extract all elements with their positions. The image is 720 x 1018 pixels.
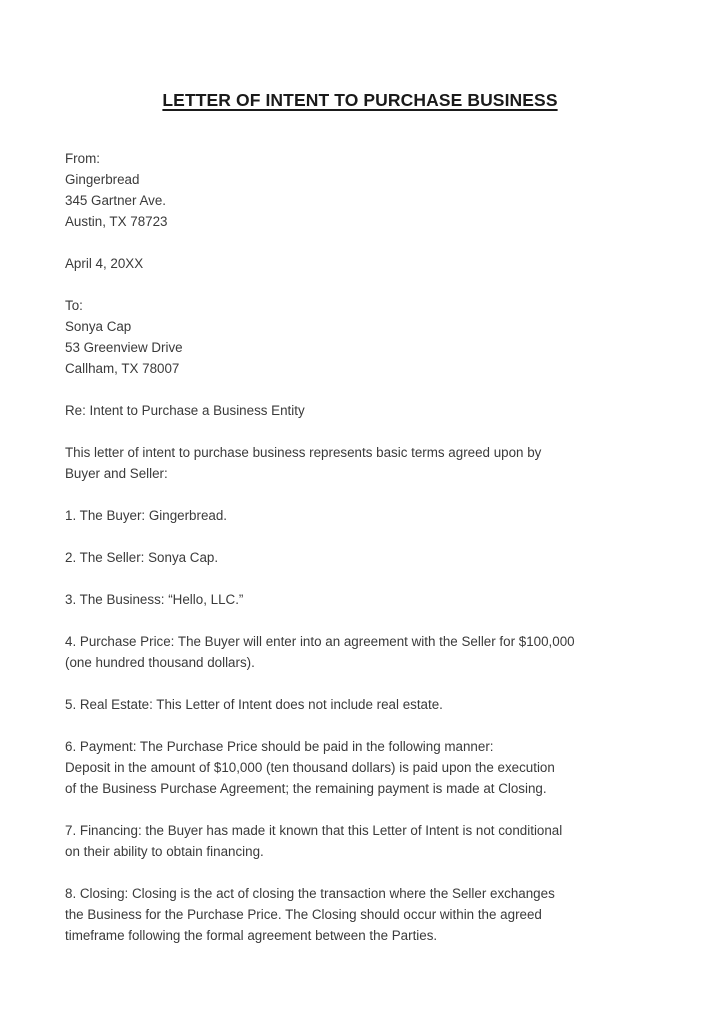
term-line: 3. The Business: “Hello, LLC.” — [65, 592, 244, 607]
from-name: Gingerbread — [65, 172, 140, 187]
from-street: 345 Gartner Ave. — [65, 193, 166, 208]
re-line: Re: Intent to Purchase a Business Entity — [65, 403, 305, 418]
term-line: 8. Closing: Closing is the act of closing the transaction where the Seller exchanges — [65, 886, 555, 901]
from-label: From: — [65, 151, 100, 166]
from-block — [65, 148, 665, 232]
to-street: 53 Greenview Drive — [65, 340, 183, 355]
term-line: 2. The Seller: Sonya Cap. — [65, 550, 219, 565]
term-line: 5. Real Estate: This Letter of Intent does not include real estate. — [65, 697, 443, 712]
term-line: the Business for the Purchase Price. The Closing should occur within the agreed — [65, 907, 542, 922]
term-line: on their ability to obtain financing. — [65, 844, 264, 859]
term-item-3 — [65, 589, 665, 610]
document-title-text: LETTER OF INTENT TO PURCHASE BUSINESS — [162, 90, 558, 110]
term-line: timeframe following the formal agreement between the Parties. — [65, 928, 438, 943]
intro-line: This letter of intent to purchase business represents basic terms agreed upon by — [65, 445, 542, 460]
term-item-5 — [65, 694, 665, 715]
letter-date: April 4, 20XX — [65, 256, 144, 271]
term-item-1 — [65, 505, 665, 526]
to-label: To: — [65, 298, 83, 313]
term-item-2 — [65, 547, 665, 568]
intro-line: Buyer and Seller: — [65, 466, 168, 481]
intro-paragraph — [65, 442, 665, 484]
term-line: of the Business Purchase Agreement; the remaining payment is made at Closing. — [65, 781, 547, 796]
term-line: 1. The Buyer: Gingerbread. — [65, 508, 228, 523]
term-line: 4. Purchase Price: The Buyer will enter into an agreement with the Seller for $100,000 — [65, 634, 575, 649]
term-item-6 — [65, 736, 665, 799]
from-city: Austin, TX 78723 — [65, 214, 168, 229]
letter-body — [65, 148, 665, 946]
term-item-4 — [65, 631, 665, 673]
term-line: 7. Financing: the Buyer has made it known that this Letter of Intent is not conditional — [65, 823, 563, 838]
to-name: Sonya Cap — [65, 319, 132, 334]
term-line: Deposit in the amount of $10,000 (ten thousand dollars) is paid upon the execution — [65, 760, 555, 775]
term-item-8 — [65, 883, 665, 946]
term-line: (one hundred thousand dollars). — [65, 655, 255, 670]
to-city: Callham, TX 78007 — [65, 361, 180, 376]
to-block — [65, 295, 665, 379]
term-item-7 — [65, 820, 665, 862]
term-line: 6. Payment: The Purchase Price should be paid in the following manner: — [65, 739, 494, 754]
document-title — [0, 90, 720, 111]
